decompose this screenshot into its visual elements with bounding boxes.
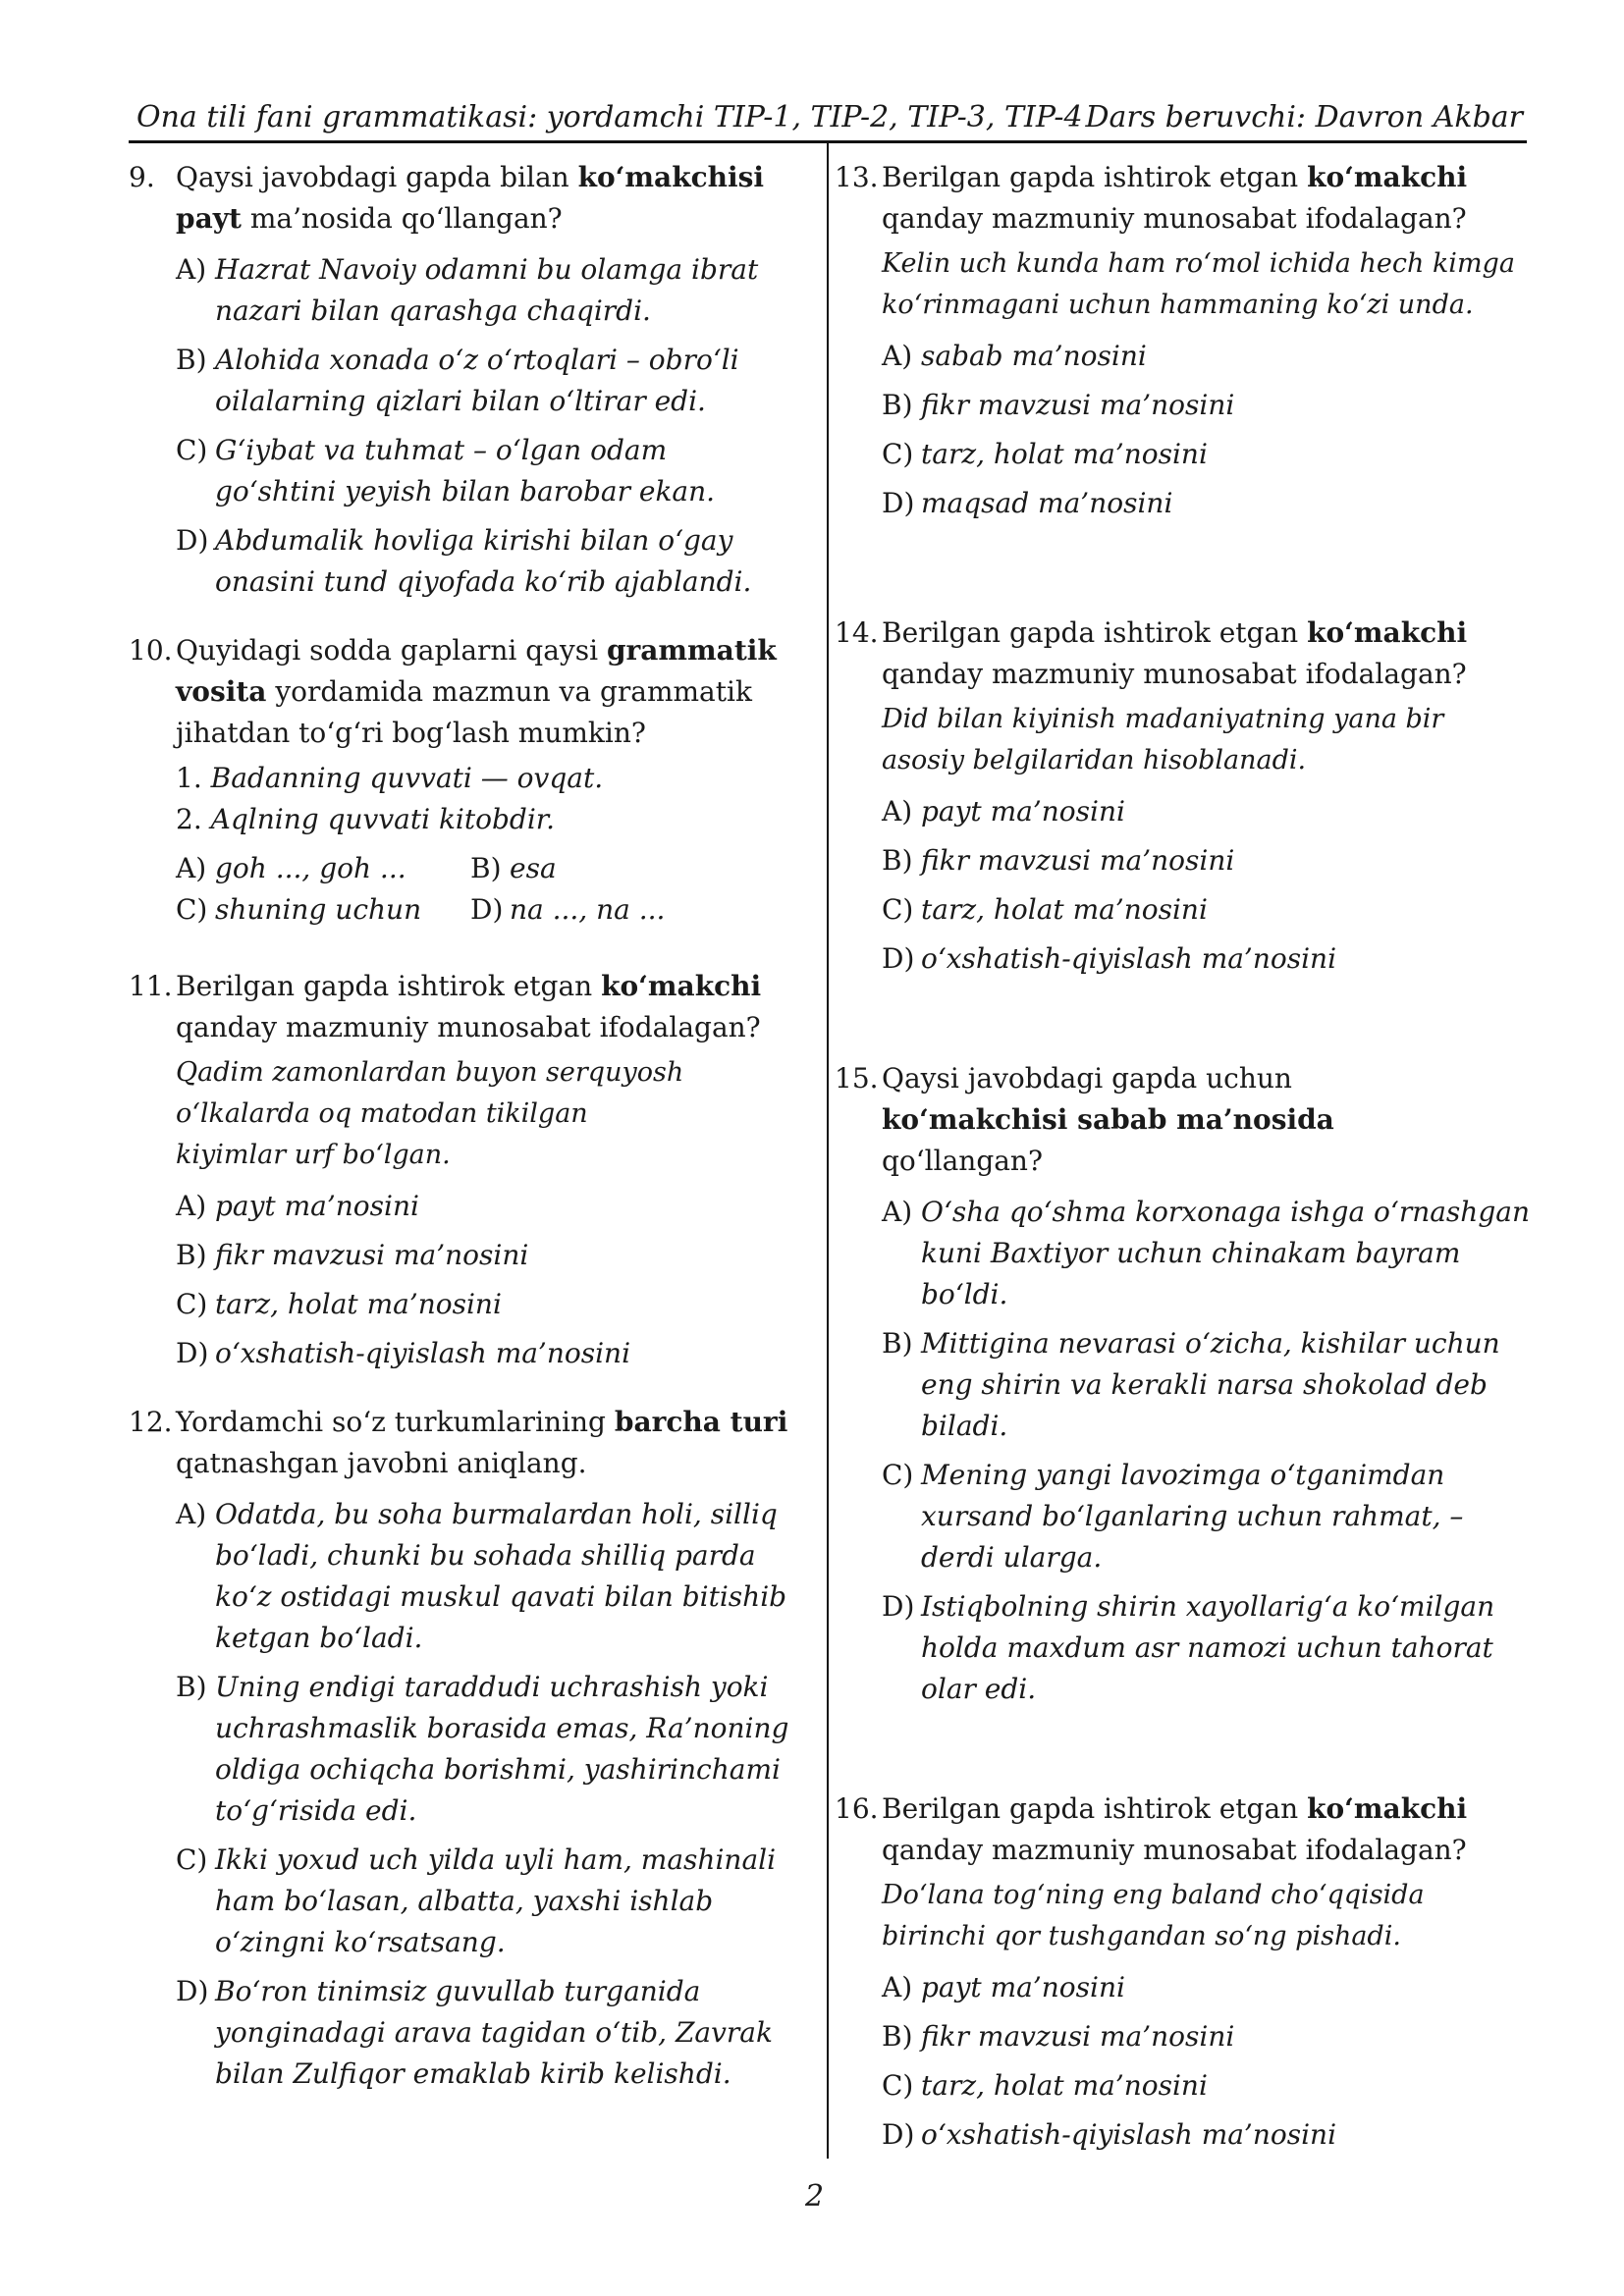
question-text-pre: Berilgan gapda ishtirok etgan <box>176 970 602 1002</box>
given-sentence: Do‘lana tog‘ning eng baland cho‘qqisida birinchi qor tushgandan so‘ng pishadi. <box>882 1880 1425 1951</box>
option-text: goh ..., goh ... <box>215 852 406 884</box>
question-text-post: qanday mazmuniy munosabat ifodalagan? <box>882 1834 1467 1866</box>
answer-options <box>882 791 1532 980</box>
answer-option-d[interactable] <box>176 520 796 603</box>
option-letter: D) <box>176 524 209 557</box>
answer-option-b[interactable] <box>882 840 1532 881</box>
option-text: fikr mavzusi ma’nosini <box>215 1239 529 1271</box>
option-text: Abdumalik hovliga kirishi bilan o‘gay onasini tund qiyofada ko‘rib ajablandi. <box>215 524 752 598</box>
option-letter: A) <box>882 1971 913 2003</box>
question-text-pre: Qaysi javobdagi gapda uchun <box>882 1062 1292 1095</box>
answer-option-a[interactable] <box>882 791 1532 832</box>
question-text-post: qo‘llangan? <box>882 1145 1043 1177</box>
question-text <box>882 1058 1471 1182</box>
answer-option-c[interactable] <box>176 430 796 512</box>
question-text-post: yordamida mazmun va grammatik jihatdan to‘g‘ri bog‘lash mumkin? <box>176 675 752 749</box>
option-letter: D) <box>882 1590 915 1623</box>
question-text-pre: Berilgan gapda ishtirok etgan <box>882 616 1308 649</box>
question-text-post: ma’nosida qo‘llangan? <box>241 202 563 235</box>
answer-option-c[interactable] <box>176 1840 796 1963</box>
option-letter: A) <box>176 253 207 286</box>
answer-option-c[interactable] <box>882 889 1532 931</box>
question-text-pre: Yordamchi so‘z turkumlarining <box>176 1406 615 1438</box>
given-sentence: Qadim zamonlardan buyon serquyosh o‘lkalarda oq matodan tikilgan kiyimlar urf bo‘lgan. <box>176 1057 684 1170</box>
question-text-bold: grammatik vosita <box>176 634 777 708</box>
answer-options <box>176 848 796 931</box>
option-letter: C) <box>176 893 208 926</box>
answer-option-b[interactable] <box>176 1235 796 1276</box>
option-letter: C) <box>176 1288 208 1320</box>
answer-options <box>882 1192 1532 1710</box>
question-text-post: qanday mazmuniy munosabat ifodalagan? <box>882 202 1467 235</box>
option-text: tarz, holat ma’nosini <box>921 2069 1208 2102</box>
question-10 <box>129 630 796 931</box>
given-sentence: Kelin uch kunda ham ro‘mol ichida hech kimga ko‘rinmagani uchun hammaning ko‘zi unda. <box>882 248 1515 320</box>
question-11 <box>129 966 796 1374</box>
option-text: Ikki yoxud uch yilda uyli ham, mashinali ham bo‘lasan, albatta, yaxshi ishlab o‘zingni ko‘rsatsang. <box>215 1843 777 1958</box>
question-text-post: qatnashgan javobni aniqlang. <box>176 1447 587 1479</box>
answer-option-c[interactable] <box>882 434 1532 475</box>
option-text: na ..., na ... <box>510 893 666 926</box>
question-text <box>176 630 796 754</box>
answer-options <box>176 1186 796 1374</box>
question-text-pre: Quyidagi sodda gaplarni qaysi <box>176 634 607 667</box>
option-text: esa <box>510 852 557 884</box>
question-number: 10. <box>129 634 173 667</box>
example-number: 2. <box>176 803 202 835</box>
question-text-bold: ko‘makchisi sabab ma’nosida <box>882 1103 1334 1136</box>
option-letter: B) <box>176 344 207 376</box>
option-letter: C) <box>882 2069 914 2102</box>
answer-options <box>882 336 1532 524</box>
question-text-bold: ko‘makchi <box>601 970 762 1002</box>
option-text: maqsad ma’nosini <box>921 487 1173 519</box>
answer-option-d[interactable] <box>470 889 765 931</box>
question-number: 16. <box>835 1792 879 1825</box>
option-text: o‘xshatish-qiyislash ma’nosini <box>921 2118 1337 2151</box>
answer-option-d[interactable] <box>176 1333 796 1374</box>
question-number: 11. <box>129 970 173 1002</box>
answer-option-c[interactable] <box>176 1284 796 1325</box>
option-text: Mittigina nevarasi o‘zicha, kishilar uchun eng shirin va kerakli narsa shokolad deb biladi. <box>921 1327 1500 1442</box>
answer-option-c[interactable] <box>882 1455 1532 1578</box>
question-number: 15. <box>835 1062 879 1095</box>
option-letter: C) <box>882 1459 914 1491</box>
option-text: payt ma’nosini <box>921 795 1125 828</box>
question-text <box>176 157 796 240</box>
example-number: 1. <box>176 762 202 794</box>
answer-option-c[interactable] <box>882 2065 1532 2107</box>
example-sentence-2 <box>176 799 796 840</box>
option-letter: A) <box>882 1196 913 1228</box>
example-sentence-1 <box>176 758 796 799</box>
question-text-bold: ko‘makchisi payt <box>176 161 765 235</box>
answer-option-d[interactable] <box>882 1586 1532 1710</box>
answer-option-d[interactable] <box>882 2114 1532 2156</box>
option-text: O‘sha qo‘shma korxonaga ishga o‘rnashgan kuni Baxtiyor uchun chinakam bayram bo‘ldi. <box>921 1196 1530 1310</box>
option-text: Mening yangi lavozimga o‘tganimdan xursand bo‘lganlaring uchun rahmat, – derdi ularga. <box>921 1459 1464 1574</box>
question-13 <box>835 157 1532 524</box>
right-column <box>835 157 1532 2163</box>
question-14 <box>835 613 1532 980</box>
option-letter: B) <box>176 1239 207 1271</box>
option-text: tarz, holat ma’nosini <box>921 893 1208 926</box>
option-text: Bo‘ron tinimsiz guvullab turganida yonginadagi arava tagidan o‘tib, Zavrak bilan Zulfiqor emaklab kirib kelishdi. <box>215 1975 773 2090</box>
question-text-bold: ko‘makchi <box>1307 1792 1468 1825</box>
answer-option-d[interactable] <box>882 483 1532 524</box>
header-teacher: Dars beruvchi: Davron Akbar <box>1085 100 1523 134</box>
option-text: G‘iybat va tuhmat – o‘lgan odam go‘shtini yeyish bilan barobar ekan. <box>215 434 716 507</box>
answer-option-a[interactable] <box>176 249 796 332</box>
option-text: Hazrat Navoiy odamni bu olamga ibrat nazari bilan qarashga chaqirdi. <box>215 253 759 327</box>
answer-option-b[interactable] <box>882 2016 1532 2057</box>
answer-options <box>176 249 796 603</box>
option-letter: A) <box>882 795 913 828</box>
option-text: fikr mavzusi ma’nosini <box>921 844 1235 877</box>
option-letter: B) <box>882 389 913 421</box>
question-text-pre: Berilgan gapda ishtirok etgan <box>882 161 1308 193</box>
option-letter: D) <box>176 1975 209 2007</box>
option-letter: D) <box>470 893 504 926</box>
question-text-pre: Qaysi javobdagi gapda bilan <box>176 161 578 193</box>
option-letter: B) <box>882 844 913 877</box>
option-letter: C) <box>176 1843 208 1876</box>
option-letter: A) <box>176 852 207 884</box>
answer-option-b[interactable] <box>470 848 765 889</box>
question-text-bold: barcha turi <box>614 1406 788 1438</box>
question-number: 14. <box>835 616 879 649</box>
column-divider <box>827 143 829 2159</box>
option-letter: A) <box>176 1498 207 1530</box>
option-letter: B) <box>176 1671 207 1703</box>
question-15 <box>835 1058 1532 1710</box>
question-number: 9. <box>129 161 155 193</box>
option-text: payt ma’nosini <box>921 1971 1125 2003</box>
example-text: Badanning quvvati — ovqat. <box>210 762 604 794</box>
example-text: Aqlning quvvati kitobdir. <box>210 803 556 835</box>
question-number: 13. <box>835 161 879 193</box>
option-text: sabab ma’nosini <box>921 340 1147 372</box>
option-letter: B) <box>470 852 502 884</box>
option-text: fikr mavzusi ma’nosini <box>921 389 1235 421</box>
option-text: Odatda, bu soha burmalardan holi, silliq bo‘ladi, chunki bu sohada shilliq parda ko‘z ostidagi muskul qavati bilan bitishib ketgan bo‘ladi. <box>215 1498 787 1654</box>
header-course-title: Ona tili fani grammatikasi: yordamchi TIP-1, TIP-2, TIP-3, TIP-4 <box>136 100 1083 134</box>
option-text: Alohida xonada o‘z o‘rtoqlari – obro‘li oilalarning qizlari bilan o‘ltirar edi. <box>215 344 739 417</box>
answer-option-a[interactable] <box>882 336 1532 377</box>
option-letter: D) <box>882 487 915 519</box>
option-text: shuning uchun <box>215 893 422 926</box>
option-letter: C) <box>176 434 208 466</box>
answer-options <box>882 1967 1532 2156</box>
question-text-post: qanday mazmuniy munosabat ifodalagan? <box>882 658 1467 690</box>
option-text: Istiqbolning shirin xayollarig‘a ko‘milgan holda maxdum asr namozi uchun tahorat olar edi. <box>921 1590 1495 1705</box>
answer-option-d[interactable] <box>176 1971 796 2095</box>
option-letter: D) <box>882 942 915 975</box>
option-letter: D) <box>882 2118 915 2151</box>
question-text-bold: ko‘makchi <box>1307 616 1468 649</box>
answer-option-a[interactable] <box>176 1186 796 1227</box>
question-12 <box>129 1402 796 2095</box>
answer-option-a[interactable] <box>176 848 470 889</box>
answer-option-a[interactable] <box>176 1494 796 1659</box>
answer-option-b[interactable] <box>882 1323 1532 1447</box>
option-letter: C) <box>882 893 914 926</box>
option-text: payt ma’nosini <box>215 1190 419 1222</box>
question-text-post: qanday mazmuniy munosabat ifodalagan? <box>176 1011 761 1043</box>
question-text <box>882 613 1532 695</box>
option-text: Uning endigi taraddudi uchrashish yoki uchrashmaslik borasida emas, Ra’noning oldiga ochiqcha borishmi, yashirinchami to‘g‘risida edi. <box>215 1671 789 1827</box>
option-letter: B) <box>882 2020 913 2053</box>
answer-option-b[interactable] <box>176 340 796 422</box>
option-letter: A) <box>882 340 913 372</box>
question-text <box>176 1402 796 1484</box>
page-header <box>129 98 1527 143</box>
option-letter: D) <box>176 1337 209 1369</box>
option-letter: B) <box>882 1327 913 1360</box>
option-text: fikr mavzusi ma’nosini <box>921 2020 1235 2053</box>
page-number: 2 <box>805 2179 825 2214</box>
option-text: o‘xshatish-qiyislash ma’nosini <box>215 1337 631 1369</box>
question-number: 12. <box>129 1406 173 1438</box>
option-letter: A) <box>176 1190 207 1222</box>
answer-option-a[interactable] <box>882 1967 1532 2008</box>
question-text <box>882 1789 1532 1871</box>
question-9 <box>129 157 796 603</box>
answer-option-c[interactable] <box>176 889 470 931</box>
question-text <box>882 157 1532 240</box>
option-letter: C) <box>882 438 914 470</box>
option-text: tarz, holat ma’nosini <box>921 438 1208 470</box>
answer-option-b[interactable] <box>176 1667 796 1832</box>
answer-options <box>176 1494 796 2095</box>
question-text <box>176 966 796 1048</box>
given-sentence: Did bilan kiyinish madaniyatning yana bir asosiy belgilaridan hisoblanadi. <box>882 704 1444 775</box>
option-text: tarz, holat ma’nosini <box>215 1288 502 1320</box>
question-text-pre: Berilgan gapda ishtirok etgan <box>882 1792 1308 1825</box>
answer-option-b[interactable] <box>882 385 1532 426</box>
question-text-bold: ko‘makchi <box>1307 161 1468 193</box>
option-text: o‘xshatish-qiyislash ma’nosini <box>921 942 1337 975</box>
answer-option-d[interactable] <box>882 938 1532 980</box>
left-column <box>129 157 796 2103</box>
question-16 <box>835 1789 1532 2156</box>
answer-option-a[interactable] <box>882 1192 1532 1315</box>
